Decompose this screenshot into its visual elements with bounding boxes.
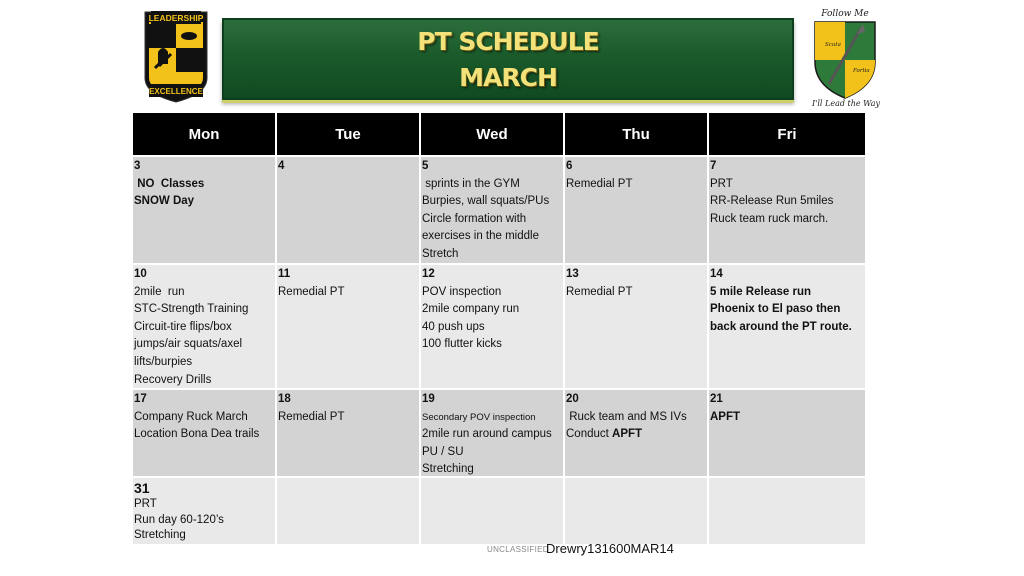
date-number: 4	[278, 160, 285, 172]
calendar-cell-tue	[277, 390, 419, 476]
activity-line	[422, 426, 563, 444]
calendar-cell-thu	[565, 390, 707, 476]
activity-line	[134, 193, 275, 211]
activity-line	[710, 319, 865, 337]
activity-line	[566, 409, 707, 427]
activity-line	[422, 246, 563, 263]
date-number: 13	[566, 268, 579, 280]
day-header-thu: Thu	[565, 113, 707, 155]
date-number: 21	[710, 393, 723, 405]
activity-line	[134, 284, 275, 302]
calendar-cell-mon	[133, 157, 275, 263]
date-number: 11	[278, 268, 291, 280]
activity-line	[134, 372, 275, 388]
date-number: 19	[422, 393, 435, 405]
activity-text: PU / SU	[422, 445, 464, 458]
activity-text: Remedial PT	[278, 285, 345, 298]
activity-text: PRT	[134, 498, 157, 510]
activity-text: Run day 60-120’s	[134, 513, 224, 526]
activity-line	[134, 319, 275, 337]
activity-text: POV inspection	[422, 285, 502, 298]
activity-line	[422, 319, 563, 337]
calendar-cell-fri	[709, 157, 865, 263]
document-id: Drewry131600MAR14	[546, 541, 674, 556]
date-number: 10	[134, 268, 147, 280]
day-header-fri: Fri	[709, 113, 865, 155]
activity-line	[566, 284, 707, 302]
activity-text: Circle formation with	[422, 212, 527, 225]
activity-emphasis: APFT	[612, 428, 643, 441]
activity-line	[710, 409, 865, 427]
activity-text: Secondary POV inspection	[422, 411, 536, 423]
activity-text: 5 mile Release run	[710, 285, 811, 298]
activity-line	[278, 284, 419, 302]
calendar-cell-thu	[565, 478, 707, 544]
activity-line	[422, 284, 563, 302]
activity-line	[134, 528, 275, 544]
day-header-wed: Wed	[421, 113, 563, 155]
activity-line	[134, 301, 275, 319]
activity-line	[134, 426, 275, 444]
activity-text: Phoenix to El paso then	[710, 303, 841, 316]
activity-text: Remedial PT	[566, 285, 633, 298]
date-number: 7	[710, 160, 717, 172]
calendar-cell-wed	[421, 478, 563, 544]
calendar-cell-wed	[421, 157, 563, 263]
activity-text: Ruck team ruck march.	[710, 212, 829, 225]
activity-line	[710, 211, 865, 229]
activity-line	[710, 284, 865, 302]
activity-text: lifts/burpies	[134, 355, 193, 368]
activity-line	[566, 426, 707, 444]
activity-line	[710, 176, 865, 194]
date-number: 3	[134, 160, 141, 172]
activity-text: Stretch	[422, 247, 459, 260]
activity-text: STC-Strength Training	[134, 303, 249, 316]
calendar-cell-thu	[565, 157, 707, 263]
activity-text: Location Bona Dea trails	[134, 428, 260, 441]
calendar-cell-fri	[709, 265, 865, 388]
calendar-cell-thu	[565, 265, 707, 388]
calendar-cell-fri	[709, 390, 865, 476]
calendar-cell-tue	[277, 478, 419, 544]
activity-text: 40 push ups	[422, 320, 485, 333]
activity-line	[134, 409, 275, 427]
classification-marking: UNCLASSIFIED	[487, 545, 549, 554]
date-number: 18	[278, 393, 291, 405]
date-number: 5	[422, 160, 429, 172]
activity-line	[422, 461, 563, 476]
activity-line	[710, 301, 865, 319]
emblem-motto-top: Follow Me	[821, 9, 869, 19]
activity-text: Circuit-tire flips/box	[134, 320, 232, 333]
activity-line	[422, 336, 563, 354]
activity-line	[566, 176, 707, 194]
day-header-tue: Tue	[277, 113, 419, 155]
activity-text: Remedial PT	[278, 410, 345, 423]
activity-text: RR-Release Run 5miles	[710, 195, 834, 208]
calendar-cell-fri	[709, 478, 865, 544]
title-banner	[222, 18, 794, 100]
pt-schedule-calendar	[133, 113, 865, 544]
activity-line	[422, 193, 563, 211]
calendar-cell-mon	[133, 478, 275, 544]
emblem-top-text: LEADERSHIP	[148, 13, 204, 23]
activity-text: 2mile run around campus	[422, 428, 552, 441]
activity-line	[134, 336, 275, 354]
activity-text: SNOW Day	[134, 195, 195, 208]
activity-text: NO Classes	[134, 177, 205, 190]
activity-line	[422, 211, 563, 229]
title-line-1: PT SCHEDULE	[417, 27, 599, 56]
activity-line	[422, 301, 563, 319]
title-line-2: MARCH	[459, 63, 557, 92]
emblem-left-word: Scuta	[825, 42, 841, 48]
calendar-cell-mon	[133, 390, 275, 476]
activity-text: Conduct	[566, 428, 613, 441]
activity-text: Remedial PT	[566, 177, 633, 190]
leadership-excellence-emblem	[141, 8, 211, 104]
calendar-cell-wed	[421, 265, 563, 388]
activity-text: exercises in the middle	[422, 230, 539, 243]
activity-text: jumps/air squats/axel	[134, 338, 243, 351]
activity-text: Burpies, wall squats/PUs	[422, 195, 550, 208]
calendar-cell-mon	[133, 265, 275, 388]
activity-line	[422, 228, 563, 246]
date-number: 12	[422, 268, 435, 280]
day-header-mon: Mon	[133, 113, 275, 155]
activity-text: Recovery Drills	[134, 373, 212, 386]
date-number: 14	[710, 268, 723, 280]
activity-line	[134, 497, 275, 513]
activity-text: back around the PT route.	[710, 320, 852, 333]
activity-text: Stretching	[422, 463, 474, 476]
activity-line	[422, 444, 563, 462]
activity-line	[710, 193, 865, 211]
calendar-cell-wed	[421, 390, 563, 476]
date-number: 6	[566, 160, 573, 172]
activity-line	[278, 409, 419, 427]
activity-line	[134, 176, 275, 194]
activity-text: APFT	[710, 410, 741, 423]
calendar-cell-tue	[277, 157, 419, 263]
activity-text: Ruck team and MS IVs	[566, 410, 687, 423]
activity-line	[422, 409, 563, 427]
emblem-right-word: Fortia	[853, 68, 870, 74]
activity-text: sprints in the GYM	[422, 177, 520, 190]
activity-text: 2mile company run	[422, 303, 520, 316]
activity-line	[134, 354, 275, 372]
activity-text: Company Ruck March	[134, 410, 248, 423]
date-number: 31	[134, 480, 150, 496]
emblem-bottom-text: EXCELLENCE	[149, 87, 203, 96]
activity-text: 100 flutter kicks	[422, 338, 502, 351]
follow-me-emblem	[805, 6, 887, 110]
activity-text: PRT	[710, 177, 733, 190]
calendar-cell-tue	[277, 265, 419, 388]
date-number: 20	[566, 393, 579, 405]
activity-line	[422, 176, 563, 194]
date-number: 17	[134, 393, 147, 405]
emblem-motto-bottom: I'll Lead the Way	[812, 99, 880, 108]
activity-text: 2mile run	[134, 285, 185, 298]
activity-text: Stretching	[134, 529, 186, 541]
activity-line	[134, 513, 275, 529]
